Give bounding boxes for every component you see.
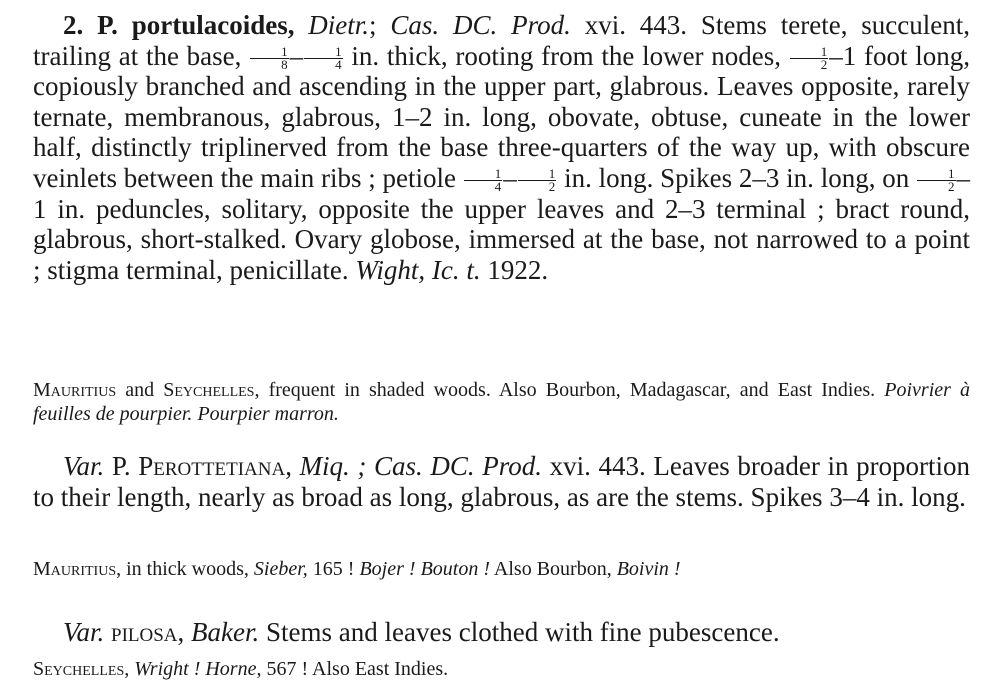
fraction-denominator: 2 [548, 179, 556, 195]
collector-boivin: Boivin ! [616, 558, 681, 580]
fraction-numerator: 1 [250, 46, 289, 59]
fraction-numerator: 1 [304, 46, 343, 59]
dash: – [503, 162, 517, 193]
var-author: Miq. ; [299, 451, 367, 481]
french-name-2: Pourpier marron. [197, 403, 339, 425]
icones-number: 1922. [487, 254, 549, 285]
horne-number: 567 ! [266, 658, 309, 680]
species-name: P. portulacoides, [97, 10, 295, 40]
ref-page: xvi. 443. [549, 451, 646, 481]
var-label: Var. [63, 451, 105, 481]
ref-dc: DC. [430, 451, 475, 481]
dash: – [289, 40, 304, 71]
fraction-one-half [518, 168, 557, 193]
desc-part-3: –1 foot long, copiously branched and ascending in the upper part, glabrous. Leaves opposite, rarely ternate, membranous, glabrous, 1–2 in. long, obovate, obtuse, cuneate in the lower half, distinctly triplinerved from the base three-quarters of the way up, with obscure veinlets between the main ribs ; petiole [33, 40, 971, 193]
var-author: Baker. [191, 617, 260, 647]
species-number: 2. [63, 10, 84, 40]
fraction-denominator: 8 [281, 56, 288, 72]
locality-mauritius: Mauritius, [33, 558, 122, 580]
var-perottetiana-description [33, 451, 970, 512]
fraction-numerator: 1 [917, 168, 956, 181]
collector-horne: Horne, [205, 658, 262, 680]
fraction-numerator: 1 [464, 168, 503, 181]
sieber-number: 165 ! [312, 558, 355, 580]
var-pilosa-distribution [33, 657, 970, 681]
habitat-text: in thick woods, [126, 558, 249, 580]
fraction-numerator: 1 [790, 46, 829, 59]
var-desc: Leaves broader in proportion to their length, nearly as broad as long, glabrous, as are the stems. Spikes 3–4 in. long. [33, 451, 971, 512]
fraction-denominator: 2 [820, 56, 828, 72]
collector-wright: Wright ! [134, 658, 201, 680]
also-text: Also East Indies. [312, 658, 449, 680]
ref-cas: Cas. [374, 451, 423, 481]
desc-part-4: in. long. Spikes 2–3 in. long, on [564, 162, 910, 193]
collector-bouton: Bouton ! [420, 558, 490, 580]
species-author: Dietr. [308, 10, 370, 40]
locality-seychelles: Seychelles, [163, 379, 260, 401]
ref-prod: Prod. [511, 10, 571, 40]
var-name: pilosa, [111, 617, 185, 647]
locality-seychelles: Seychelles, [33, 658, 130, 680]
fraction-denominator: 4 [335, 56, 342, 72]
fraction-numerator: 1 [518, 168, 557, 181]
collector-bojer: Bojer ! [359, 558, 416, 580]
ref-page: xvi. 443. [584, 10, 688, 40]
var-perottetiana-distribution [33, 557, 970, 581]
fraction-one-quarter [464, 168, 503, 193]
ref-cas: Cas. [390, 10, 440, 40]
fraction-denominator: 2 [948, 179, 955, 195]
ref-dc: DC. [453, 10, 498, 40]
fraction-denominator: 4 [494, 179, 502, 195]
species-description: 2. P. portulacoides, Dietr.; Cas. DC. Prod. xvi. 443. Stems terete, succulent, trailing at the base, $\frac{1}{8}$ – $\frac{1}{4}$ in. thick, rooting from the lower nodes, $\frac{1}{2}$ –1 foot long, copiously branched and ascending in the upper part, glabrous. Leaves opposite, rarely ternate, membranous, glabrous, 1–2 in. long, obovate, obtuse, cuneate in the lower half, distinctly triplinerved from the base three-quarters of the way up, with obscure veinlets between the main ribs ; petiole $\frac{1}{4}$ – $\frac{1}{2}$ in. long. Spikes 2–3 in. long, on $\frac{1}{2}$ –1 in. peduncles, solitary, opposite the upper leaves and 2–3 terminal ; bract round, glabrous, short-stalked. Ovary globose, immersed at the base, not narrowed to a point ; stigma terminal, penicillate. Wight, Ic. t. 1922. [33, 10, 971, 285]
wight-citation: Wight, [355, 254, 426, 285]
species-distribution [33, 378, 970, 426]
ref-prod: Prod. [482, 451, 543, 481]
icones-ref: Ic. t. [431, 254, 481, 285]
locality-mauritius: Mauritius [33, 379, 117, 401]
var-desc: Stems and leaves clothed with fine pubescence. [266, 617, 780, 647]
fraction-one-half [790, 43, 829, 72]
var-label: Var. [63, 617, 105, 647]
genus-abbrev: P. [111, 451, 131, 481]
distribution-text: frequent in shaded woods. Also Bourbon, Madagascar, and East Indies. [268, 379, 876, 401]
fraction-one-eighth [250, 43, 289, 72]
french-name-1: Poivrier à feuilles de pourpier. [33, 379, 971, 425]
var-name: Perottetiana, [138, 451, 292, 481]
fraction-one-half [917, 168, 956, 193]
desc-part-1: Stems terete, succulent, trailing at the base, [33, 10, 971, 71]
and-word: and [125, 379, 155, 401]
desc-part-2: in. thick, rooting from the lower nodes, [351, 40, 782, 71]
collector-sieber: Sieber, [253, 558, 308, 580]
fraction-one-quarter [304, 43, 343, 72]
desc-part-5: –1 in. peduncles, solitary, opposite the upper leaves and 2–3 terminal ; bract round, glabrous, short-stalked. Ovary globose, immersed at the base, not narrowed to a point ; stigma terminal, penicillate. [33, 162, 971, 285]
also-text: Also Bourbon, [493, 558, 612, 580]
var-pilosa-description [33, 617, 970, 648]
